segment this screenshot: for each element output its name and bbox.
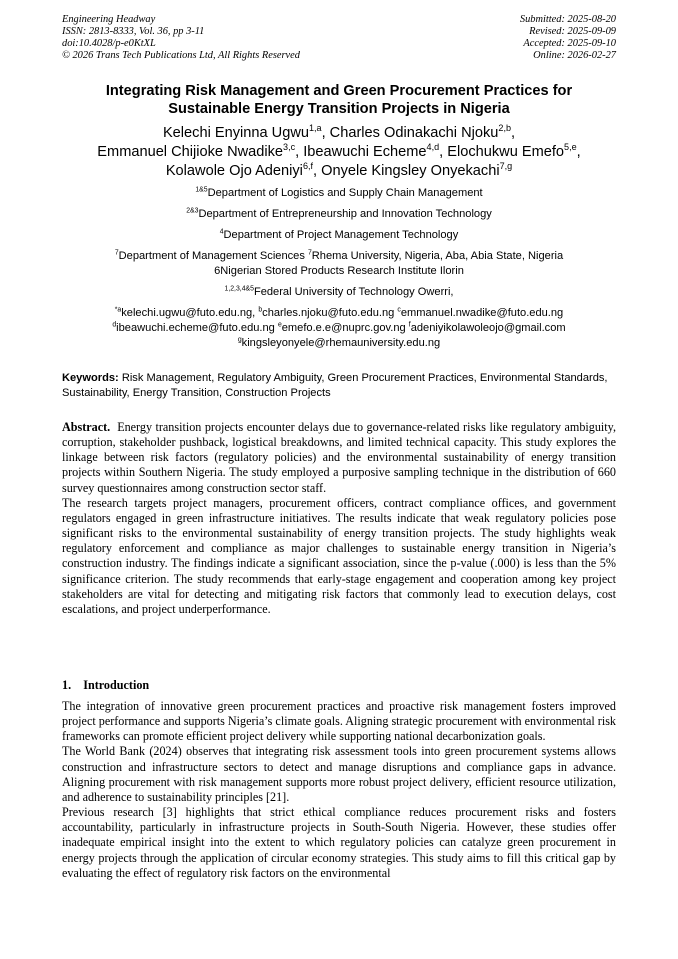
- email-sup: *a: [114, 306, 122, 314]
- email-line: [30, 336, 648, 351]
- section-heading: 1. Introduction: [62, 678, 150, 692]
- affiliation: [30, 249, 648, 264]
- affiliation: [30, 207, 648, 222]
- journal-name: Engineering Headway: [62, 14, 156, 25]
- email-link[interactable]: charles.njoku@futo.edu.ng: [262, 307, 395, 319]
- email-link[interactable]: emmanuel.nwadike@futo.edu.ng: [400, 307, 564, 319]
- email-line: [30, 321, 648, 336]
- email-sup: e: [277, 321, 282, 329]
- affiliation-sup: 2&3: [186, 207, 199, 215]
- author-name: Elochukwu Emefo: [447, 144, 565, 160]
- affiliation-sup: 1,2,3,4&5: [224, 285, 254, 293]
- author-sep: ,: [576, 144, 581, 160]
- author-sup: 3,c: [283, 142, 296, 153]
- revised-date: Revised: 2025-09-09: [529, 26, 616, 38]
- author-name: Emmanuel Chijioke Nwadike: [97, 144, 284, 160]
- author-sep: ,: [321, 125, 330, 141]
- author-name: Charles Odinakachi Njoku: [329, 125, 499, 141]
- email-link[interactable]: ibeawuchi.echeme@futo.edu.ng: [116, 322, 275, 334]
- keywords: [62, 371, 616, 401]
- author-line: [30, 124, 648, 143]
- online-date: Online: 2026-02-27: [533, 50, 616, 62]
- affiliation-text: Rhema University, Nigeria, Aba, Abia State, Nigeria: [311, 250, 564, 262]
- copyright-line: © 2026 Trans Tech Publications Ltd, All Rights Reserved: [62, 50, 300, 62]
- affiliation: [30, 186, 648, 201]
- abstract-text: Energy transition projects encounter delays due to governance-related risks like regulatory ambiguity, corruption, stakeholder pushback, logistical breakdowns, and limited technical capacity. This study explores the linkage between risk factors (regulatory policies) and the environmental sustainability of energy transition projects within Southern Nigeria. The study employed a purposive sampling technique in the distribution of 660 survey questionnaires among construction sector staff.: [62, 420, 616, 495]
- affiliation-sup: 1&5: [195, 186, 208, 194]
- author-line: [30, 162, 648, 181]
- accepted-date: Accepted: 2025-09-10: [523, 38, 616, 50]
- author-sup: 7,g: [499, 161, 513, 172]
- issn-line: ISSN: 2813-8333, Vol. 36, pp 3-11: [62, 26, 205, 38]
- author-sep: ,: [295, 144, 304, 160]
- email-sup: g: [237, 336, 242, 344]
- affiliation: [30, 228, 648, 243]
- abstract-paragraph: [62, 420, 616, 496]
- affiliation-text: Department of Entrepreneurship and Innovation Technology: [198, 208, 492, 220]
- author-sup: 2,b: [498, 123, 511, 134]
- author-sep: ,: [510, 125, 516, 141]
- affiliation-text: Federal University of Technology Owerri,: [253, 286, 454, 298]
- author-name: Ibeawuchi Echeme: [303, 144, 427, 160]
- author-sup: 6,f: [302, 161, 313, 172]
- body-paragraph: The integration of innovative green procurement practices and proactive risk management fosters improved project performance and supports Nigeria’s climate goals. Aligning strategic procurement with environmental risk frameworks can promote efficient project delivery while supporting national decarbonization goals.: [62, 699, 616, 744]
- author-sep: ,: [313, 163, 322, 179]
- author-sup: 4,d: [426, 142, 440, 153]
- author-list: [30, 124, 648, 181]
- author-sep: ,: [439, 144, 448, 160]
- author-sup: 5,e: [564, 142, 577, 153]
- submitted-date: Submitted: 2025-08-20: [519, 14, 616, 25]
- email-link[interactable]: adeniyikolawoleojo@gmail.com: [410, 322, 566, 334]
- email-sup: f: [408, 321, 411, 329]
- affiliation-text: 6Nigerian Stored Products Research Institute Ilorin: [214, 265, 464, 277]
- publication-dates: [520, 14, 616, 62]
- body-paragraph: The World Bank (2024) observes that integrating risk assessment tools into green procurement systems allows construction and infrastructure sectors to detect and manage disruptions and compliance gaps in advance. Aligning procurement with risk management supports more robust project delivery, efficient resource utilization, and adherence to sustainability principles [21].: [62, 744, 616, 804]
- doi-line: doi:10.4028/p-e0KtXL: [62, 38, 156, 50]
- abstract-label: Abstract.: [62, 420, 111, 434]
- journal-info: [62, 14, 300, 62]
- affiliation-text: Department of Management Sciences: [118, 250, 308, 262]
- affiliation: [30, 285, 648, 300]
- email-sup: d: [112, 321, 117, 329]
- email-sup: c: [397, 306, 401, 314]
- keywords-text: Risk Management, Regulatory Ambiguity, Green Procurement Practices, Environmental Standards, Sustainability, Energy Transition, Construction Projects: [62, 372, 608, 399]
- author-line: [30, 143, 648, 162]
- abstract: [62, 420, 616, 617]
- author-sup: 1,a: [308, 123, 322, 134]
- title-line: Sustainable Energy Transition Projects in Nigeria: [168, 101, 510, 117]
- body-paragraph: Previous research [3] highlights that strict ethical compliance reduces procurement risks and fosters accountability, particularly in infrastructure projects in South-South Nigeria. However, these studies offer inadequate empirical insight into the extent to which regulatory policies can catalyze green procurement in energy projects through the application of circular economy strategies. This study aims to fill this critical gap by evaluating the effect of regulatory risk factors on the environmental: [62, 805, 616, 880]
- paper-title: [40, 82, 638, 118]
- affiliation-text: Department of Project Management Technology: [223, 229, 459, 241]
- email-sup: b: [258, 306, 263, 314]
- author-name: Onyele Kingsley Onyekachi: [321, 163, 500, 179]
- keywords-label: Keywords:: [62, 372, 119, 384]
- affiliation-sup: 4: [219, 228, 224, 236]
- abstract-paragraph: The research targets project managers, procurement officers, contract compliance offices, and government regulators engaged in green infrastructure initiatives. The results indicate that weak regulatory policies pose significant risks to the environmental sustainability of energy transition projects. The study highlights weak regulatory enforcement and compliance as major challenges to sustainable energy transition in Nigeria’s construction industry. The findings indicate a significant association, since the p-value (.000) is less than the 5% significance criterion. The study recommends that early-stage engagement and cooperation among key project stakeholders are vital for detecting and mitigating risk factors that commonly lead to execution delays, cost escalations, and project underperformance.: [62, 495, 616, 616]
- email-link[interactable]: kingsleyonyele@rhemauniversity.edu.ng: [241, 337, 441, 349]
- affiliation-sup: 7: [114, 249, 119, 257]
- affiliation: [30, 264, 648, 279]
- email-line: [30, 306, 648, 321]
- author-name: Kelechi Enyinna Ugwu: [162, 125, 309, 141]
- affiliation-sup: 7: [307, 249, 312, 257]
- author-name: Kolawole Ojo Adeniyi: [165, 163, 303, 179]
- affiliation-text: Department of Logistics and Supply Chain Management: [207, 187, 483, 199]
- email-link[interactable]: kelechi.ugwu@futo.edu.ng,: [121, 307, 256, 319]
- email-link[interactable]: emefo.e.e@nuprc.gov.ng: [281, 322, 406, 334]
- introduction-body: [62, 699, 616, 881]
- title-line: Integrating Risk Management and Green Procurement Practices for: [105, 83, 573, 99]
